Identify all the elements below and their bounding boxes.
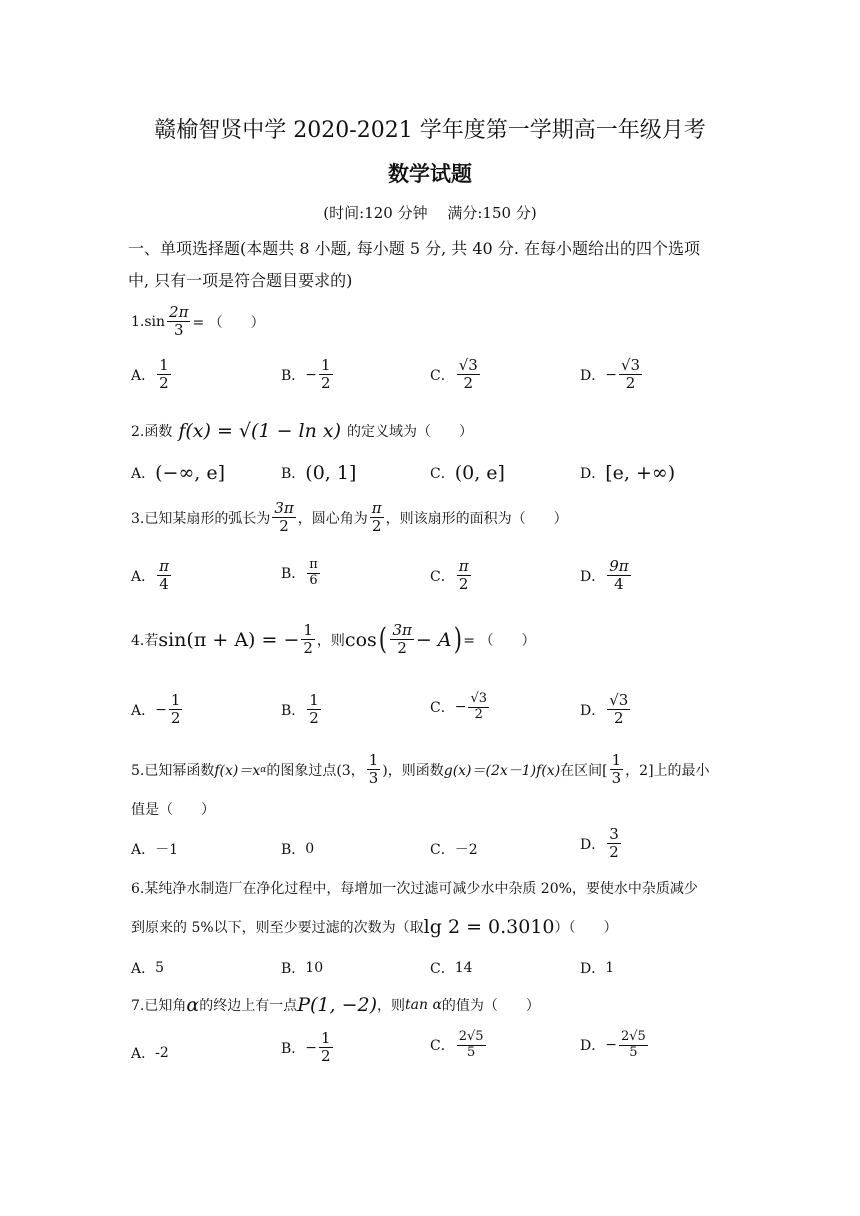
q1-option-a[interactable]: A． $\frac{1}{2}$ bbox=[131, 356, 169, 393]
school-title: 赣榆智贤中学 2020-2021 学年度第一学期高一年级月考 bbox=[154, 118, 706, 143]
q1-sin: sin bbox=[144, 313, 166, 330]
q1-option-c[interactable]: C． $\frac{√3}{2}$ bbox=[430, 356, 478, 393]
q2-function: f(x) = √(1 − ln x) bbox=[178, 420, 342, 442]
q7-point: P(1, −2) bbox=[297, 994, 377, 1016]
q3-option-c[interactable]: C． $\frac{\pi}{2}$ bbox=[430, 557, 469, 594]
q5-g-function: g(x)＝(2x－1)f(x) bbox=[443, 762, 561, 779]
section-heading-line1: 一、单项选择题(本题共 8 小题, 每小题 5 分, 共 40 分. 在每小题给出的四个选项 bbox=[128, 239, 700, 258]
section-heading-line2: 中, 只有一项是符合题目要求的) bbox=[128, 271, 353, 290]
question-5-line2: 值是（ ） bbox=[131, 802, 215, 818]
q4-condition: sin(π + A) = − bbox=[158, 628, 300, 651]
q3-angle: $\frac{\pi}{2}$ bbox=[371, 499, 382, 536]
q5-power-function: f(x)＝x bbox=[214, 762, 261, 779]
question-3-stem: 3.已知某扇形的弧长为 $\frac{3\pi}{2}$ ，圆心角为 $\frac{\pi}{2}$ ，则该扇形的面积为（ ） bbox=[131, 499, 568, 536]
question-2-stem: 2.函数 f(x) = √(1 − ln x) 的定义域为（ ） bbox=[131, 420, 474, 442]
q6-log-value: lg 2 = 0.3010 bbox=[423, 916, 555, 938]
q3-option-d[interactable]: D． $\frac{9\pi}{4}$ bbox=[580, 557, 629, 594]
q1-option-d[interactable]: D． − $\frac{√3}{2}$ bbox=[580, 356, 641, 393]
q6-option-d[interactable]: D． 1 bbox=[580, 960, 615, 977]
q1-option-b[interactable]: B． − $\frac{1}{2}$ bbox=[281, 356, 331, 393]
q4-option-b[interactable]: B． $\frac{1}{2}$ bbox=[281, 691, 319, 728]
q5-option-a[interactable]: A． －1 bbox=[131, 842, 179, 858]
q6-option-a[interactable]: A． 5 bbox=[131, 960, 165, 977]
q7-option-c[interactable]: C． $\frac{2√5}{5}$ bbox=[430, 1029, 484, 1060]
q5-option-d[interactable]: D． $\frac{3}{2}$ bbox=[580, 825, 619, 862]
q7-option-a[interactable]: A． -2 bbox=[131, 1045, 169, 1062]
q4-option-a[interactable]: A． − $\frac{1}{2}$ bbox=[131, 691, 181, 728]
question-4-stem: 4.若 sin(π + A) = − $\frac{1}{2}$ ，则 cos ( $\frac{3\pi}{2}$ − A ) = （ ） bbox=[131, 621, 536, 658]
q3-option-b[interactable]: B． $\frac{\pi}{6}$ bbox=[281, 557, 318, 588]
subject-title: 数学试题 bbox=[388, 161, 472, 186]
q2-option-c[interactable]: C． (0, e] bbox=[430, 462, 505, 484]
question-6-line2: 到原来的 5%以下，则至少要过滤的次数为（取 lg 2 = 0.3010 ）（ ） bbox=[131, 916, 618, 938]
question-7-stem: 7.已知角 α 的终边上有一点 P(1, −2) ，则 tan α 的值为（ ） bbox=[131, 994, 540, 1016]
q3-arc-length: $\frac{3\pi}{2}$ bbox=[274, 499, 294, 536]
question-6-line1: 6.某纯净水制造厂在净化过程中，每增加一次过滤可减少水中杂质 20%，要使水中杂质减少 bbox=[131, 881, 698, 897]
q2-option-d[interactable]: D． [e, +∞) bbox=[580, 462, 676, 484]
q4-option-c[interactable]: C． − $\frac{√3}{2}$ bbox=[430, 691, 488, 722]
q1-number: 1. bbox=[131, 313, 145, 330]
q7-option-d[interactable]: D． − $\frac{2√5}{5}$ bbox=[580, 1029, 646, 1060]
q7-option-b[interactable]: B． − $\frac{1}{2}$ bbox=[281, 1029, 331, 1066]
q3-option-a[interactable]: A． $\frac{\pi}{4}$ bbox=[131, 557, 169, 594]
q6-option-b[interactable]: B． 10 bbox=[281, 960, 324, 977]
question-1-stem bbox=[131, 304, 265, 340]
q5-option-c[interactable]: C． －2 bbox=[430, 842, 478, 858]
q6-option-c[interactable]: C． 14 bbox=[430, 960, 473, 977]
question-5-stem: 5.已知幂函数 f(x)＝x α 的图象过点(3， $\frac{1}{3}$ )，则函数 g(x)＝(2x－1)f(x) 在区间[ $\frac{1}{3}$ ，2]上的最小 bbox=[131, 751, 710, 788]
q4-option-d[interactable]: D． $\frac{√3}{2}$ bbox=[580, 691, 629, 728]
q2-option-b[interactable]: B． (0, 1] bbox=[281, 462, 357, 484]
q1-fraction: $\frac{2\pi}{3}$ bbox=[169, 303, 189, 340]
q2-option-a[interactable]: A． (−∞, e] bbox=[131, 462, 226, 484]
q1-tail: = （ ） bbox=[192, 314, 265, 331]
q5-option-b[interactable]: B． 0 bbox=[281, 841, 315, 858]
time-info: (时间:120 分钟 满分:150 分) bbox=[323, 204, 537, 222]
